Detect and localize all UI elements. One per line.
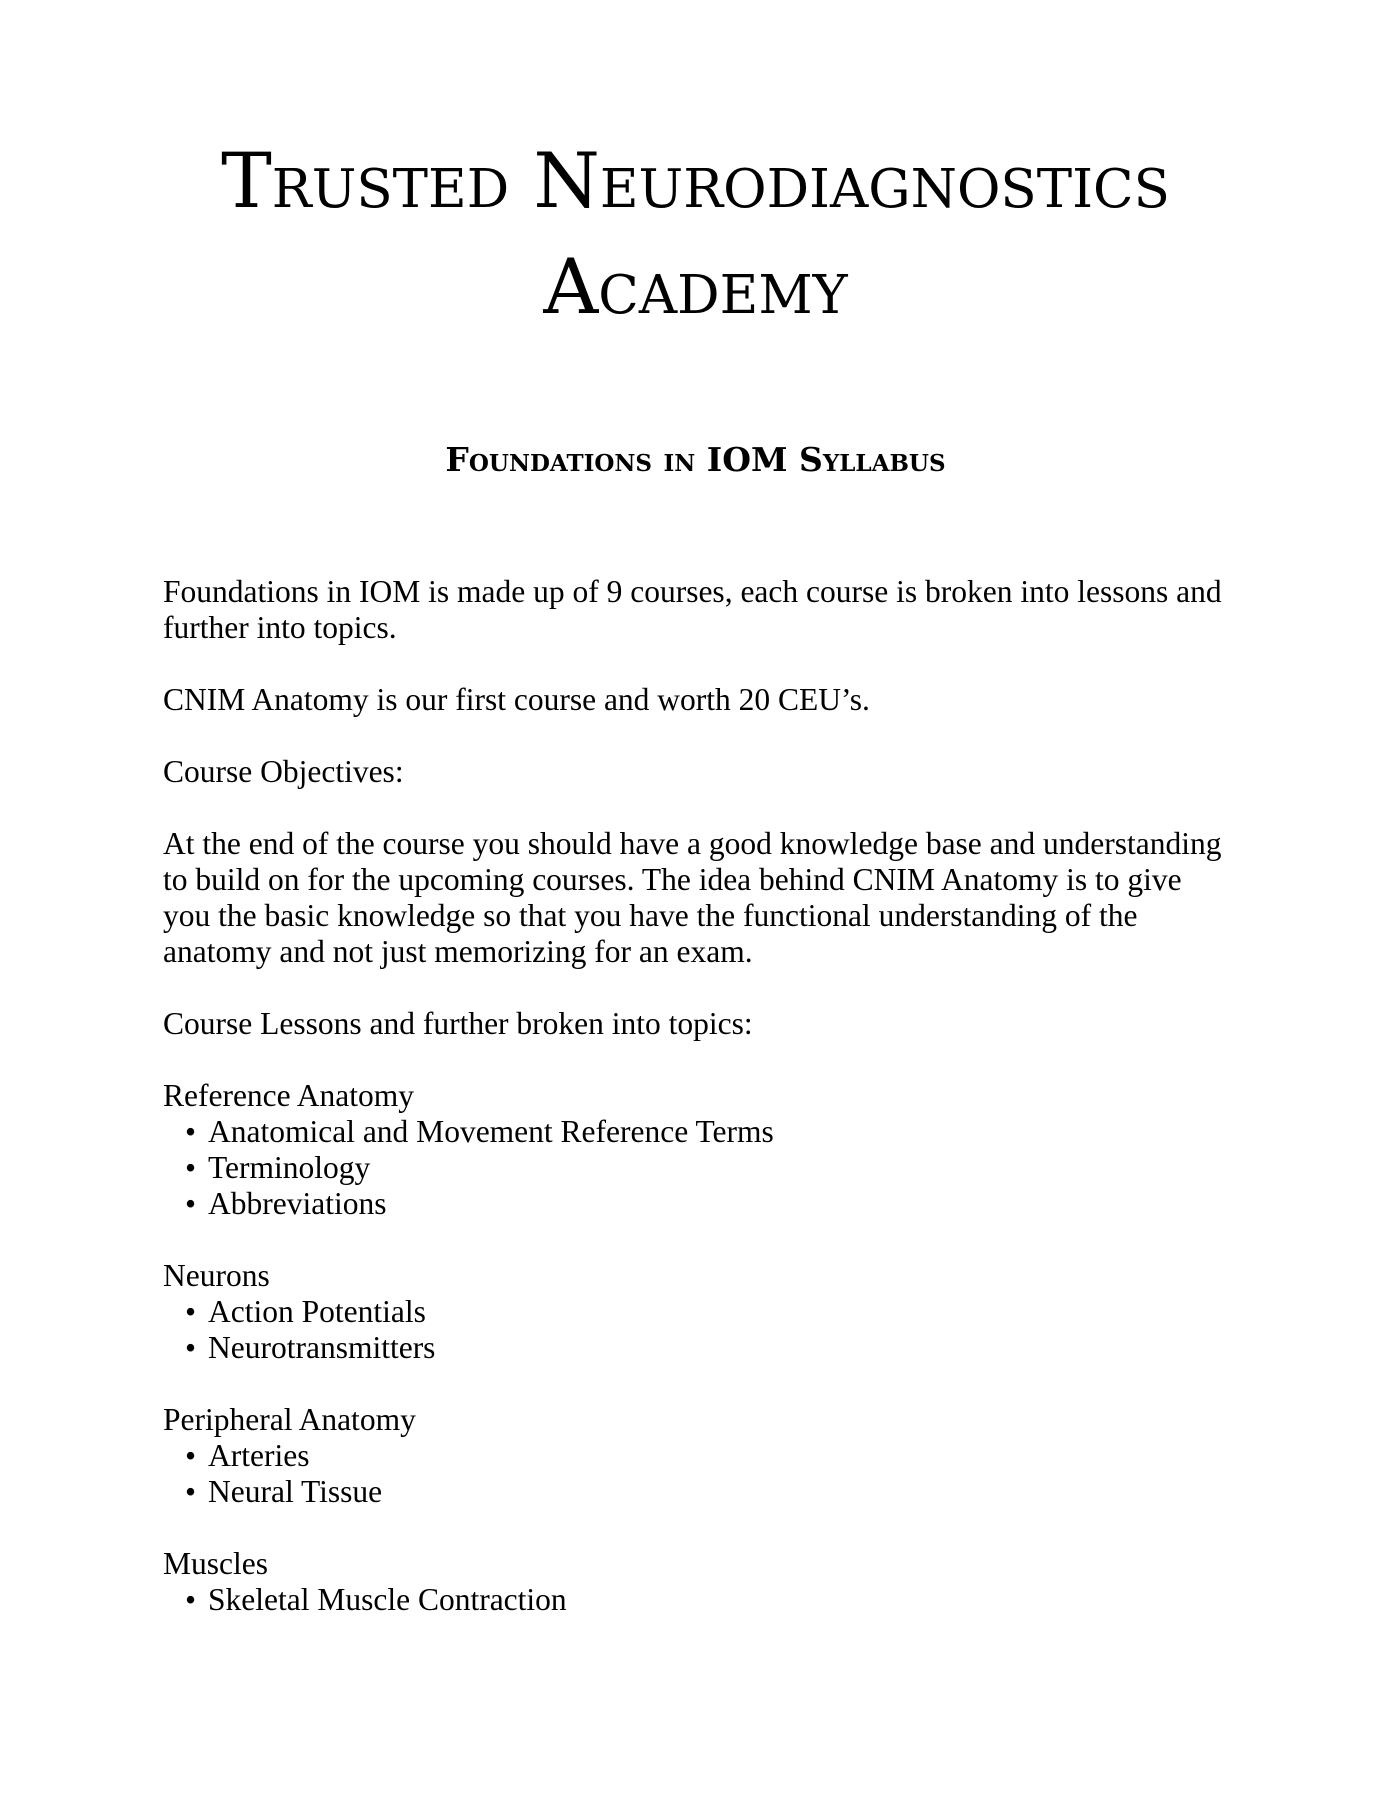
syllabus-body: [163, 574, 1223, 1618]
bullet-icon: •: [185, 1330, 197, 1365]
bullet-icon: •: [185, 1438, 197, 1473]
lesson-section: [163, 1402, 1223, 1510]
intro-paragraph: Foundations in IOM is made up of 9 courses, each course is broken into lessons and further into topics.: [163, 574, 1222, 645]
list-item: [163, 1114, 1223, 1150]
list-item: [163, 1474, 1223, 1510]
lesson-section: [163, 1078, 1223, 1222]
topic-label: Neural Tissue: [208, 1474, 383, 1509]
list-item: [163, 1330, 1223, 1366]
syllabus-subtitle: Foundations in IOM Syllabus: [445, 440, 946, 479]
academy-title-line1: Trusted Neurodiagnostics: [221, 136, 1170, 225]
bullet-icon: •: [185, 1474, 197, 1509]
list-item: [163, 1582, 1223, 1618]
topic-label: Arteries: [208, 1438, 310, 1473]
topic-label: Terminology: [208, 1150, 371, 1185]
topic-label: Anatomical and Movement Reference Terms: [208, 1114, 774, 1149]
topic-list: [163, 1438, 1223, 1510]
list-item: [163, 1186, 1223, 1222]
first-course-paragraph: CNIM Anatomy is our first course and worth 20 CEU’s.: [163, 682, 870, 717]
topic-list: [163, 1582, 1223, 1618]
lesson-title: Peripheral Anatomy: [163, 1402, 416, 1437]
objectives-label: Course Objectives:: [163, 754, 404, 789]
objectives-paragraph: At the end of the course you should have a good knowledge base and understanding to build on for the upcoming courses. The idea behind CNIM Anatomy is to give you the basic knowledge so that you have the functional understanding of the anatomy and not just memorizing for an exam.: [163, 826, 1222, 969]
bullet-icon: •: [185, 1114, 197, 1149]
topic-label: Action Potentials: [208, 1294, 426, 1329]
list-item: [163, 1438, 1223, 1474]
bullet-icon: •: [185, 1150, 197, 1185]
lessons-label: Course Lessons and further broken into topics:: [163, 1006, 753, 1041]
list-item: [163, 1150, 1223, 1186]
bullet-icon: •: [185, 1294, 197, 1329]
bullet-icon: •: [185, 1186, 197, 1221]
lesson-section: [163, 1546, 1223, 1618]
academy-title-line2: Academy: [543, 242, 848, 331]
topic-list: [163, 1294, 1223, 1366]
lesson-section: [163, 1258, 1223, 1366]
topic-label: Neurotransmitters: [208, 1330, 436, 1365]
lesson-title: Muscles: [163, 1546, 268, 1581]
bullet-icon: •: [185, 1582, 197, 1617]
topic-label: Abbreviations: [208, 1186, 387, 1221]
lesson-title: Neurons: [163, 1258, 270, 1293]
list-item: [163, 1294, 1223, 1330]
topic-label: Skeletal Muscle Contraction: [208, 1582, 567, 1617]
topic-list: [163, 1114, 1223, 1222]
lesson-title: Reference Anatomy: [163, 1078, 415, 1113]
